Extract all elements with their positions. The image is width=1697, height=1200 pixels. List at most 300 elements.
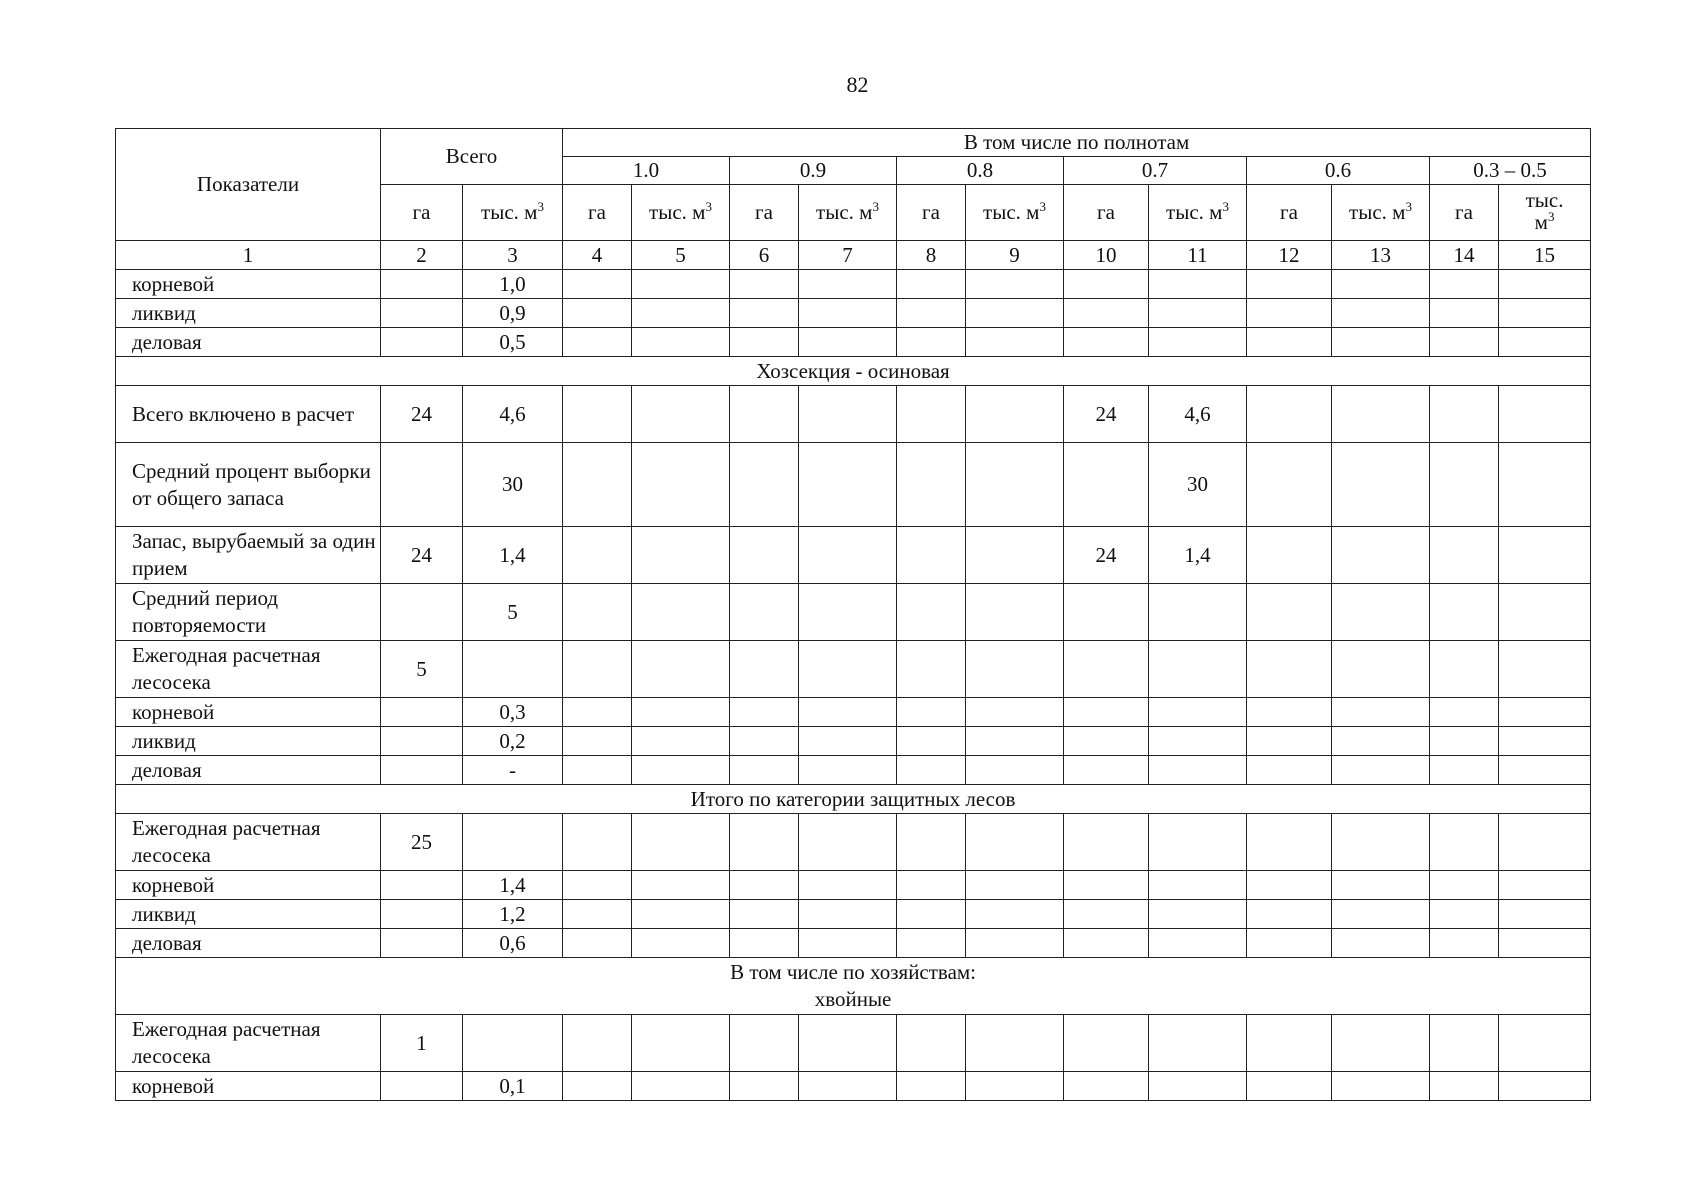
table-cell <box>966 386 1064 443</box>
table-cell <box>897 443 966 527</box>
table-cell <box>1064 756 1149 785</box>
table-cell <box>1149 299 1247 328</box>
row-label: деловая <box>116 328 381 357</box>
table-cell <box>1499 756 1591 785</box>
table-row <box>116 328 1591 357</box>
table-cell <box>897 871 966 900</box>
section-title: В том числе по хозяйствам: хвойные <box>116 958 1591 1015</box>
table-cell <box>1247 328 1332 357</box>
table-cell <box>1064 1072 1149 1101</box>
table-cell <box>897 328 966 357</box>
row-label: Ежегодная расчетная лесосека <box>116 814 381 871</box>
table-cell <box>632 756 730 785</box>
header-row-1 <box>116 129 1591 157</box>
column-number: 2 <box>381 241 463 270</box>
unit-ha: га <box>897 185 966 241</box>
table-cell <box>1332 584 1430 641</box>
table-cell <box>1247 698 1332 727</box>
table-cell <box>1499 270 1591 299</box>
table-cell <box>1332 386 1430 443</box>
table-cell <box>632 727 730 756</box>
table-cell: 0,6 <box>463 929 563 958</box>
table-cell <box>1064 270 1149 299</box>
unit-vol: тыс. $м^3$ <box>1332 185 1430 241</box>
table-row <box>116 299 1591 328</box>
table-cell <box>563 328 632 357</box>
table-row <box>116 900 1591 929</box>
table-cell <box>1430 386 1499 443</box>
table-cell <box>799 727 897 756</box>
table-cell <box>1332 641 1430 698</box>
table-cell <box>563 727 632 756</box>
table-cell <box>1430 929 1499 958</box>
table-cell <box>1247 386 1332 443</box>
table-cell <box>632 443 730 527</box>
table-cell <box>966 270 1064 299</box>
table-cell <box>1247 900 1332 929</box>
table-row <box>116 584 1591 641</box>
section-title: Итого по категории защитных лесов <box>116 785 1591 814</box>
table-cell <box>1430 1015 1499 1072</box>
unit-ha: га <box>563 185 632 241</box>
table-cell: 0,1 <box>463 1072 563 1101</box>
table-cell <box>799 900 897 929</box>
table-cell <box>730 1015 799 1072</box>
table-cell <box>1332 698 1430 727</box>
table-cell <box>799 443 897 527</box>
table-cell <box>1064 727 1149 756</box>
table-cell <box>1149 900 1247 929</box>
table-cell <box>1149 328 1247 357</box>
table-cell <box>1247 527 1332 584</box>
table-row <box>116 527 1591 584</box>
header-density-0-3-0-5: 0.3 – 0.5 <box>1430 157 1591 185</box>
table-cell <box>1149 814 1247 871</box>
table-cell: 30 <box>463 443 563 527</box>
table-cell <box>1430 299 1499 328</box>
table-cell <box>563 1015 632 1072</box>
table-cell <box>1149 871 1247 900</box>
table-cell <box>1064 814 1149 871</box>
table-cell <box>799 814 897 871</box>
header-density-1-0: 1.0 <box>563 157 730 185</box>
table-cell <box>563 584 632 641</box>
table-cell <box>897 814 966 871</box>
table-cell <box>1499 584 1591 641</box>
table-cell <box>1149 756 1247 785</box>
column-number: 12 <box>1247 241 1332 270</box>
header-density-0-7: 0.7 <box>1064 157 1247 185</box>
column-number: 11 <box>1149 241 1247 270</box>
table-cell <box>1499 299 1591 328</box>
unit-ha: га <box>1247 185 1332 241</box>
table-cell <box>730 1072 799 1101</box>
table-cell: 24 <box>1064 527 1149 584</box>
table-cell <box>563 756 632 785</box>
header-total: Всего <box>381 129 563 185</box>
table-row <box>116 386 1591 443</box>
table-cell <box>799 328 897 357</box>
header-density-0-6: 0.6 <box>1247 157 1430 185</box>
table-cell <box>632 814 730 871</box>
unit-ha: га <box>730 185 799 241</box>
table-cell <box>1430 1072 1499 1101</box>
column-number: 14 <box>1430 241 1499 270</box>
table-cell <box>563 527 632 584</box>
table-cell <box>1064 871 1149 900</box>
header-by-density: В том числе по полнотам <box>563 129 1591 157</box>
table-cell: - <box>463 756 563 785</box>
unit-ha: га <box>1064 185 1149 241</box>
table-cell <box>897 386 966 443</box>
table-cell <box>1064 443 1149 527</box>
table-cell <box>381 443 463 527</box>
table-cell <box>632 299 730 328</box>
table-cell <box>1430 756 1499 785</box>
table-cell <box>730 328 799 357</box>
table-cell <box>632 584 730 641</box>
table-cell <box>381 727 463 756</box>
table-cell <box>966 443 1064 527</box>
table-cell <box>1332 929 1430 958</box>
table-cell <box>730 871 799 900</box>
table-cell <box>1247 299 1332 328</box>
table-cell <box>966 1015 1064 1072</box>
table-cell <box>966 900 1064 929</box>
table-cell <box>381 584 463 641</box>
table-cell <box>632 1015 730 1072</box>
table-cell <box>1499 900 1591 929</box>
table-cell <box>381 1072 463 1101</box>
table-cell <box>1149 1015 1247 1072</box>
unit-vol-stacked: тыс. $м^3$ <box>1499 185 1591 241</box>
table-cell <box>897 527 966 584</box>
table-cell: 1,4 <box>463 871 563 900</box>
column-number: 10 <box>1064 241 1149 270</box>
table-cell <box>1499 527 1591 584</box>
table-cell <box>730 929 799 958</box>
table-cell <box>1499 698 1591 727</box>
table-cell <box>1430 443 1499 527</box>
row-label: корневой <box>116 270 381 299</box>
column-number: 4 <box>563 241 632 270</box>
table-cell <box>1247 1015 1332 1072</box>
row-label: Ежегодная расчетная лесосека <box>116 1015 381 1072</box>
row-label: Ежегодная расчетная лесосека <box>116 641 381 698</box>
table-cell <box>966 328 1064 357</box>
table-cell <box>897 900 966 929</box>
unit-ha: га <box>1430 185 1499 241</box>
table-cell <box>799 527 897 584</box>
table-cell <box>1332 871 1430 900</box>
table-cell <box>1247 871 1332 900</box>
table-cell <box>1499 386 1591 443</box>
table-cell <box>799 1015 897 1072</box>
table-cell <box>897 929 966 958</box>
unit-vol: тыс. $м^3$ <box>1149 185 1247 241</box>
table-row <box>116 871 1591 900</box>
table-cell: 24 <box>381 386 463 443</box>
row-label: ликвид <box>116 727 381 756</box>
table-cell <box>381 929 463 958</box>
column-number-row <box>116 241 1591 270</box>
table-cell <box>1332 1072 1430 1101</box>
row-label: ликвид <box>116 900 381 929</box>
table-cell <box>1247 443 1332 527</box>
table-cell: 1,0 <box>463 270 563 299</box>
table-cell <box>966 814 1064 871</box>
table-cell <box>966 1072 1064 1101</box>
table-cell <box>1499 814 1591 871</box>
table-cell <box>463 814 563 871</box>
table-cell: 0,5 <box>463 328 563 357</box>
table-cell <box>1499 1015 1591 1072</box>
table-cell <box>1247 270 1332 299</box>
table-cell: 0,3 <box>463 698 563 727</box>
table-cell <box>1332 900 1430 929</box>
table-cell <box>1430 641 1499 698</box>
table-cell <box>1332 443 1430 527</box>
table-row <box>116 756 1591 785</box>
table-cell <box>463 1015 563 1072</box>
unit-vol: тыс. $м^3$ <box>463 185 563 241</box>
table-cell: 4,6 <box>1149 386 1247 443</box>
table-cell <box>1499 929 1591 958</box>
column-number: 13 <box>1332 241 1430 270</box>
table-cell <box>1430 698 1499 727</box>
table-cell <box>563 814 632 871</box>
table-cell: 1 <box>381 1015 463 1072</box>
table-row <box>116 270 1591 299</box>
table-cell <box>632 871 730 900</box>
table-cell <box>966 727 1064 756</box>
row-label: деловая <box>116 756 381 785</box>
table-cell <box>966 299 1064 328</box>
table-cell <box>1332 756 1430 785</box>
table-cell <box>381 756 463 785</box>
header-density-0-9: 0.9 <box>730 157 897 185</box>
table-cell <box>897 727 966 756</box>
table-cell <box>1430 527 1499 584</box>
table-cell <box>730 527 799 584</box>
table-cell <box>632 900 730 929</box>
table-cell: 5 <box>381 641 463 698</box>
table-cell <box>799 698 897 727</box>
table-row <box>116 727 1591 756</box>
table-cell <box>799 929 897 958</box>
table-cell <box>1064 328 1149 357</box>
row-label: корневой <box>116 698 381 727</box>
table-cell: 25 <box>381 814 463 871</box>
table-cell <box>730 727 799 756</box>
table-cell <box>897 1015 966 1072</box>
table-cell: 24 <box>381 527 463 584</box>
table-cell <box>381 900 463 929</box>
table-cell <box>381 270 463 299</box>
table-cell <box>1499 1072 1591 1101</box>
table-cell: 0,2 <box>463 727 563 756</box>
column-number: 15 <box>1499 241 1591 270</box>
unit-ha: га <box>381 185 463 241</box>
column-number: 1 <box>116 241 381 270</box>
column-number: 8 <box>897 241 966 270</box>
row-label: Запас, вырубаемый за один прием <box>116 527 381 584</box>
header-indicators: Показатели <box>116 129 381 241</box>
table-cell <box>632 929 730 958</box>
table-cell <box>381 299 463 328</box>
column-number: 9 <box>966 241 1064 270</box>
table-cell <box>897 299 966 328</box>
section-title: Хозсекция - осиновая <box>116 357 1591 386</box>
table-cell <box>1149 929 1247 958</box>
table-cell <box>563 299 632 328</box>
table-cell <box>730 641 799 698</box>
table-cell <box>730 698 799 727</box>
table-cell <box>1149 1072 1247 1101</box>
table-cell <box>730 584 799 641</box>
column-number: 5 <box>632 241 730 270</box>
table-cell <box>632 641 730 698</box>
table-cell <box>1499 641 1591 698</box>
table-cell: 0,9 <box>463 299 563 328</box>
table-cell <box>799 299 897 328</box>
table-cell <box>730 299 799 328</box>
row-label: деловая <box>116 929 381 958</box>
table-cell <box>1499 871 1591 900</box>
table-cell: 24 <box>1064 386 1149 443</box>
table-cell <box>730 756 799 785</box>
table-cell <box>381 328 463 357</box>
table-cell <box>966 871 1064 900</box>
table-cell <box>1332 727 1430 756</box>
table-cell <box>799 270 897 299</box>
table-cell <box>1149 698 1247 727</box>
table-cell <box>1430 814 1499 871</box>
table-cell <box>381 871 463 900</box>
table-cell <box>632 527 730 584</box>
page-number: 82 <box>846 72 869 97</box>
table-cell <box>563 641 632 698</box>
table-cell <box>1064 1015 1149 1072</box>
table-cell <box>1430 871 1499 900</box>
table-cell <box>799 584 897 641</box>
row-label: корневой <box>116 1072 381 1101</box>
table-cell <box>1332 527 1430 584</box>
table-row <box>116 698 1591 727</box>
row-label: Средний период повторяемости <box>116 584 381 641</box>
column-number: 3 <box>463 241 563 270</box>
section-header-row <box>116 785 1591 814</box>
table-cell <box>1064 900 1149 929</box>
table-cell <box>897 756 966 785</box>
table-cell <box>1149 270 1247 299</box>
table-cell <box>730 900 799 929</box>
table-cell <box>1332 814 1430 871</box>
table-cell <box>799 871 897 900</box>
row-label: Всего включено в расчет <box>116 386 381 443</box>
table-cell <box>1247 584 1332 641</box>
table-cell <box>632 698 730 727</box>
table-cell <box>632 386 730 443</box>
table-cell <box>632 270 730 299</box>
table-cell <box>1332 299 1430 328</box>
table-cell <box>730 814 799 871</box>
table-row <box>116 1072 1591 1101</box>
table-cell <box>1430 328 1499 357</box>
table-cell <box>563 386 632 443</box>
table-cell <box>1247 641 1332 698</box>
table-cell <box>632 1072 730 1101</box>
table-cell: 4,6 <box>463 386 563 443</box>
table-row <box>116 929 1591 958</box>
table-cell <box>1499 443 1591 527</box>
table-cell <box>966 929 1064 958</box>
table-cell: 5 <box>463 584 563 641</box>
table-cell <box>1064 929 1149 958</box>
table-cell <box>563 929 632 958</box>
table-cell <box>563 698 632 727</box>
table-cell <box>1247 814 1332 871</box>
table-cell <box>1430 900 1499 929</box>
unit-vol: тыс. $м^3$ <box>632 185 730 241</box>
table-cell <box>1149 584 1247 641</box>
table-cell <box>1332 270 1430 299</box>
table-cell <box>632 328 730 357</box>
table-cell <box>563 871 632 900</box>
table-cell <box>1247 727 1332 756</box>
table-cell <box>799 641 897 698</box>
table-cell <box>730 443 799 527</box>
table-cell: 1,4 <box>1149 527 1247 584</box>
table-row <box>116 1015 1591 1072</box>
table-cell <box>897 1072 966 1101</box>
table-cell <box>897 698 966 727</box>
header-density-0-8: 0.8 <box>897 157 1064 185</box>
table-cell <box>1430 270 1499 299</box>
table-row <box>116 443 1591 527</box>
column-number: 6 <box>730 241 799 270</box>
table-cell <box>897 584 966 641</box>
table-cell <box>1430 584 1499 641</box>
table-cell <box>799 756 897 785</box>
table-cell <box>730 386 799 443</box>
table-cell: 1,2 <box>463 900 563 929</box>
unit-vol: тыс. $м^3$ <box>966 185 1064 241</box>
table-cell <box>966 527 1064 584</box>
table-cell <box>1499 727 1591 756</box>
table-cell: 30 <box>1149 443 1247 527</box>
table-cell <box>1332 1015 1430 1072</box>
table-cell <box>799 1072 897 1101</box>
table-cell <box>563 270 632 299</box>
table-cell <box>1247 756 1332 785</box>
data-table <box>115 128 1591 1101</box>
table-cell <box>966 698 1064 727</box>
table-row <box>116 814 1591 871</box>
table-cell <box>897 641 966 698</box>
table-cell <box>799 386 897 443</box>
table-cell <box>563 1072 632 1101</box>
table-cell <box>563 443 632 527</box>
table-cell <box>966 756 1064 785</box>
unit-vol: тыс. $м^3$ <box>799 185 897 241</box>
row-label: корневой <box>116 871 381 900</box>
table-cell <box>1149 641 1247 698</box>
table-cell <box>1332 328 1430 357</box>
row-label: Средний процент выборки от общего запаса <box>116 443 381 527</box>
table-cell <box>1430 727 1499 756</box>
table-cell <box>1064 698 1149 727</box>
